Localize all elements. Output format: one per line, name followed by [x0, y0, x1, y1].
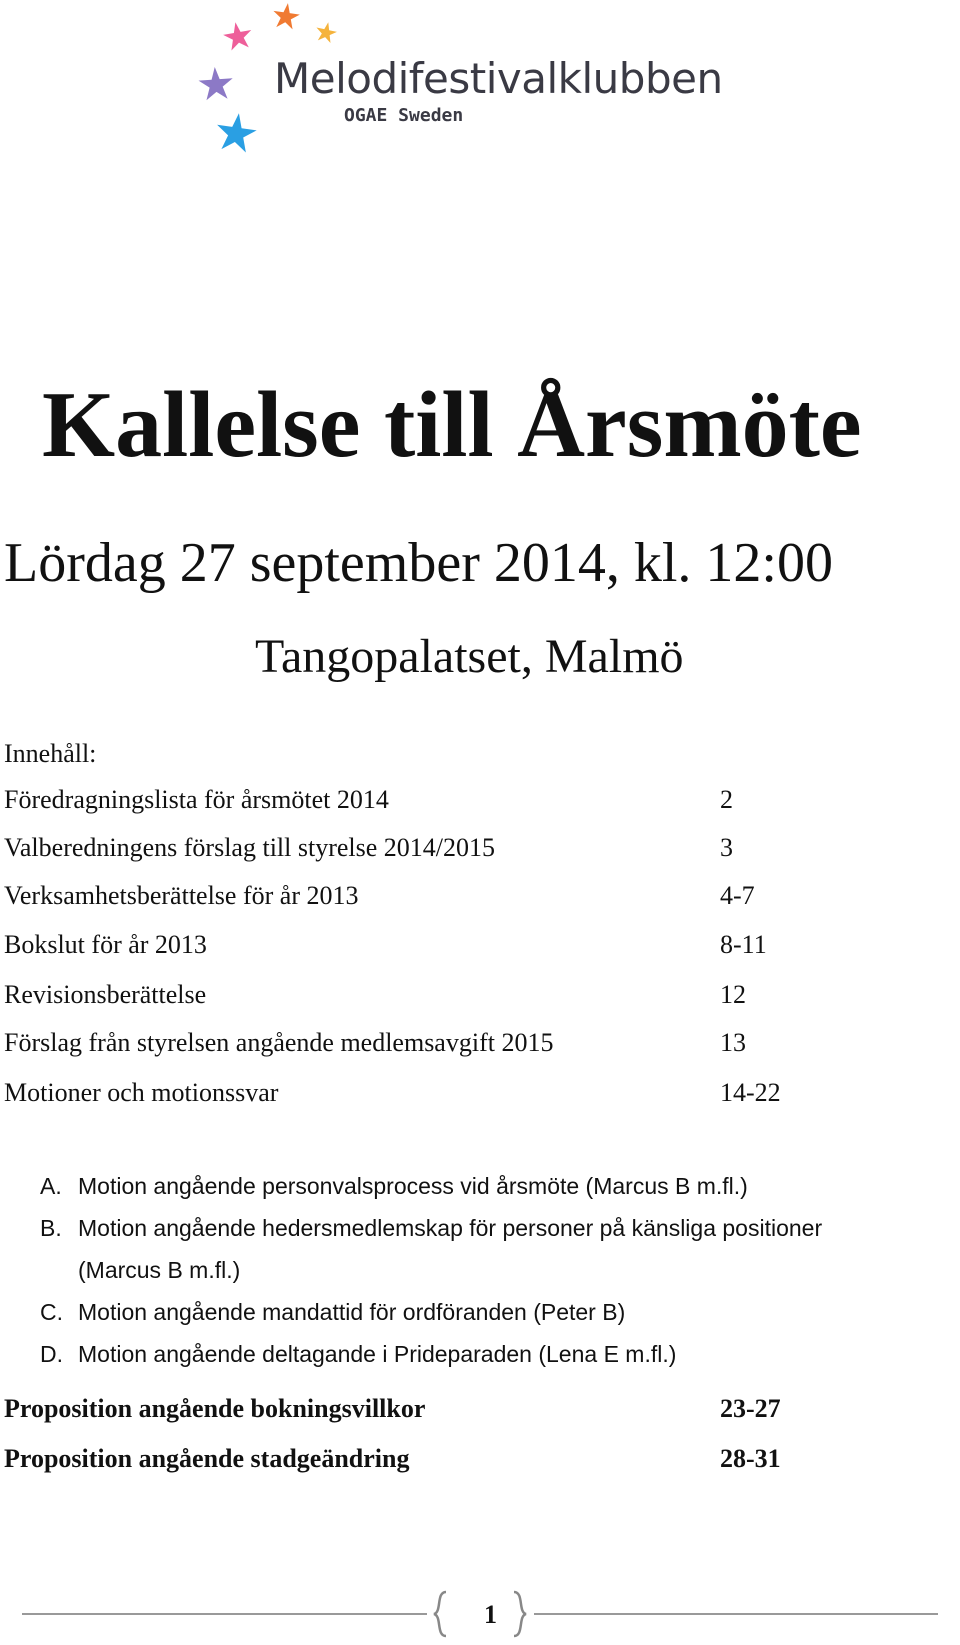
toc-item [4, 1028, 904, 1058]
motion-text: Motion angående personvalsprocess vid årsmöte (Marcus B m.fl.) [78, 1173, 748, 1199]
page-number: 1 [484, 1600, 497, 1629]
blue-star-icon [214, 110, 259, 153]
date-line: Lördag 27 september 2014, kl. 12:00 [4, 532, 833, 594]
toc-item [4, 833, 904, 863]
toc-item-label: Föredragningslista för årsmötet 2014 [4, 785, 389, 814]
toc-proposition [4, 1444, 904, 1474]
logo [198, 0, 758, 170]
toc-item-pages: 12 [720, 980, 746, 1009]
motion-item [40, 1291, 960, 1333]
venue: Tangopalatset, Malmö [255, 630, 684, 683]
footer-rule-right [534, 1613, 938, 1615]
toc-item [4, 785, 904, 815]
logo-name: Melodifestivalklubben [274, 54, 723, 103]
logo-subtitle: OGAE Sweden [344, 105, 464, 126]
motion-marker: B. [40, 1215, 62, 1241]
toc-item-pages: 4-7 [720, 881, 755, 910]
motion-item [40, 1207, 960, 1291]
contents-heading: Innehåll: [4, 739, 97, 768]
motion-marker: D. [40, 1341, 63, 1367]
toc-item-pages: 28-31 [720, 1444, 781, 1473]
toc-item-label: Proposition angående stadgeändring [4, 1444, 410, 1473]
pink-star-icon [221, 20, 254, 52]
toc-item-label: Motioner och motionssvar [4, 1078, 279, 1107]
toc-item-label: Verksamhetsberättelse för år 2013 [4, 881, 359, 910]
toc-item-label: Valberedningens förslag till styrelse 2014/2015 [4, 833, 496, 862]
toc-item [4, 881, 904, 911]
toc-item-pages: 8-11 [720, 930, 767, 959]
yellow-star-icon [314, 20, 339, 44]
page-title: Kallelse till Årsmöte [42, 373, 862, 477]
motion-item [40, 1165, 960, 1207]
purple-star-icon [198, 66, 234, 101]
toc-item-pages: 3 [720, 833, 733, 862]
toc-item [4, 930, 904, 960]
motion-text: Motion angående deltagande i Prideparaden (Lena E m.fl.) [78, 1341, 677, 1367]
toc-item [4, 980, 904, 1010]
page-number-brackets-icon [432, 1590, 528, 1638]
page-footer [22, 1590, 938, 1638]
toc-item-pages: 13 [720, 1028, 746, 1057]
toc-item-label: Proposition angående bokningsvillkor [4, 1394, 426, 1423]
footer-rule-left [22, 1613, 427, 1615]
toc-item-label: Förslag från styrelsen angående medlemsavgift 2015 [4, 1028, 554, 1057]
motion-text: Motion angående mandattid för ordföranden (Peter B) [78, 1299, 626, 1325]
toc-item-pages: 23-27 [720, 1394, 781, 1423]
toc-item-pages: 2 [720, 785, 733, 814]
motions-list [40, 1165, 960, 1375]
motion-text: Motion angående hedersmedlemskap för personer på känsliga positioner [78, 1215, 823, 1241]
orange-star-icon [271, 1, 301, 30]
motion-text-continuation: (Marcus B m.fl.) [78, 1257, 241, 1283]
toc-item-label: Bokslut för år 2013 [4, 930, 207, 959]
motion-marker: C. [40, 1299, 63, 1325]
toc-item [4, 1078, 904, 1108]
toc-item-pages: 14-22 [720, 1078, 781, 1107]
toc-item-label: Revisionsberättelse [4, 980, 207, 1009]
toc-proposition [4, 1394, 904, 1424]
motion-item [40, 1333, 960, 1375]
motion-marker: A. [40, 1173, 62, 1199]
